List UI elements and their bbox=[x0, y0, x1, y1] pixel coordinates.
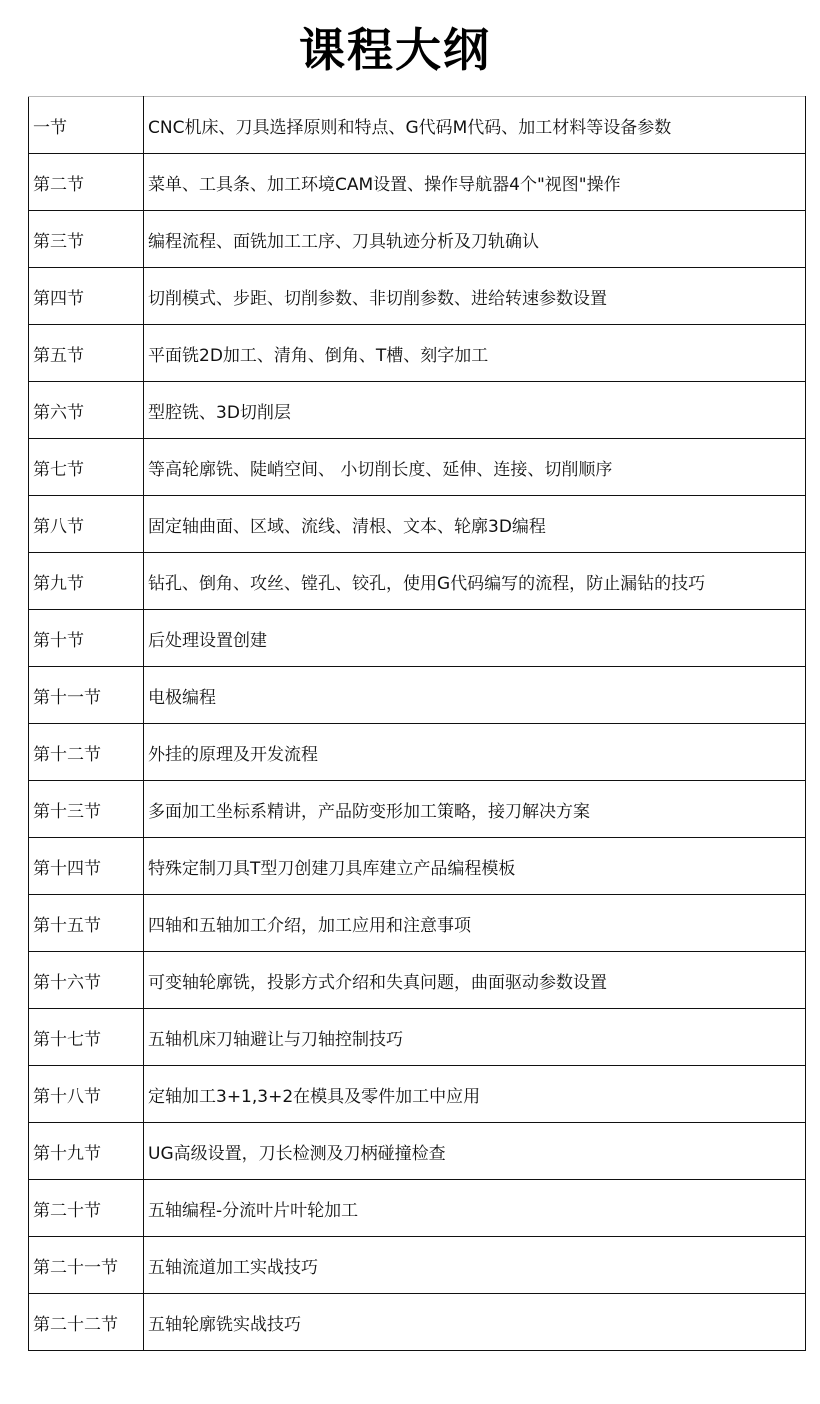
section-topic: 特殊定制刀具T型刀创建刀具库建立产品编程模板 bbox=[144, 838, 806, 895]
table-row bbox=[29, 895, 806, 952]
section-label: 第四节 bbox=[29, 268, 144, 325]
table-row bbox=[29, 382, 806, 439]
table-row bbox=[29, 1009, 806, 1066]
table-row bbox=[29, 439, 806, 496]
table-row bbox=[29, 496, 806, 553]
section-label: 第十二节 bbox=[29, 724, 144, 781]
section-topic: 五轴编程-分流叶片叶轮加工 bbox=[144, 1180, 806, 1237]
table-row bbox=[29, 781, 806, 838]
section-label: 一节 bbox=[29, 97, 144, 154]
section-label: 第十四节 bbox=[29, 838, 144, 895]
section-topic: 后处理设置创建 bbox=[144, 610, 806, 667]
section-topic: 平面铣2D加工、清角、倒角、T槽、刻字加工 bbox=[144, 325, 806, 382]
section-topic: 切削模式、步距、切削参数、非切削参数、进给转速参数设置 bbox=[144, 268, 806, 325]
section-label: 第二十二节 bbox=[29, 1294, 144, 1351]
section-topic: 五轴轮廓铣实战技巧 bbox=[144, 1294, 806, 1351]
table-row bbox=[29, 1123, 806, 1180]
table-row bbox=[29, 610, 806, 667]
section-label: 第十三节 bbox=[29, 781, 144, 838]
section-label: 第九节 bbox=[29, 553, 144, 610]
table-row bbox=[29, 1066, 806, 1123]
course-outline-body bbox=[29, 97, 806, 1351]
section-topic: 多面加工坐标系精讲，产品防变形加工策略，接刀解决方案 bbox=[144, 781, 806, 838]
page-title: 课程大纲 bbox=[299, 23, 491, 77]
section-label: 第三节 bbox=[29, 211, 144, 268]
section-topic: 菜单、工具条、加工环境CAM设置、操作导航器4个"视图"操作 bbox=[144, 154, 806, 211]
section-label: 第五节 bbox=[29, 325, 144, 382]
section-topic: 电极编程 bbox=[144, 667, 806, 724]
table-row bbox=[29, 325, 806, 382]
section-label: 第十五节 bbox=[29, 895, 144, 952]
section-topic: 固定轴曲面、区域、流线、清根、文本、轮廓3D编程 bbox=[144, 496, 806, 553]
section-label: 第二十一节 bbox=[29, 1237, 144, 1294]
section-topic: 定轴加工3+1,3+2在模具及零件加工中应用 bbox=[144, 1066, 806, 1123]
section-topic: 钻孔、倒角、攻丝、镗孔、铰孔，使用G代码编写的流程，防止漏钻的技巧 bbox=[144, 553, 806, 610]
section-topic: 型腔铣、3D切削层 bbox=[144, 382, 806, 439]
section-label: 第七节 bbox=[29, 439, 144, 496]
section-topic: CNC机床、刀具选择原则和特点、G代码M代码、加工材料等设备参数 bbox=[144, 97, 806, 154]
table-row bbox=[29, 1237, 806, 1294]
table-row bbox=[29, 553, 806, 610]
course-outline-table bbox=[28, 96, 806, 1351]
section-label: 第十八节 bbox=[29, 1066, 144, 1123]
section-label: 第十七节 bbox=[29, 1009, 144, 1066]
table-row bbox=[29, 667, 806, 724]
section-topic: 外挂的原理及开发流程 bbox=[144, 724, 806, 781]
table-row bbox=[29, 268, 806, 325]
section-topic: 可变轴轮廓铣，投影方式介绍和失真问题，曲面驱动参数设置 bbox=[144, 952, 806, 1009]
table-row bbox=[29, 211, 806, 268]
section-topic: 编程流程、面铣加工工序、刀具轨迹分析及刀轨确认 bbox=[144, 211, 806, 268]
section-topic: 四轴和五轴加工介绍，加工应用和注意事项 bbox=[144, 895, 806, 952]
table-row bbox=[29, 1180, 806, 1237]
section-label: 第十一节 bbox=[29, 667, 144, 724]
section-topic: 等高轮廓铣、陡峭空间、 小切削长度、延伸、连接、切削顺序 bbox=[144, 439, 806, 496]
table-row bbox=[29, 952, 806, 1009]
section-label: 第十九节 bbox=[29, 1123, 144, 1180]
section-label: 第十六节 bbox=[29, 952, 144, 1009]
table-row bbox=[29, 724, 806, 781]
section-label: 第二节 bbox=[29, 154, 144, 211]
section-label: 第六节 bbox=[29, 382, 144, 439]
section-label: 第二十节 bbox=[29, 1180, 144, 1237]
section-label: 第八节 bbox=[29, 496, 144, 553]
table-row bbox=[29, 838, 806, 895]
section-topic: 五轴机床刀轴避让与刀轴控制技巧 bbox=[144, 1009, 806, 1066]
section-topic: UG高级设置，刀长检测及刀柄碰撞检查 bbox=[144, 1123, 806, 1180]
table-row bbox=[29, 1294, 806, 1351]
table-row bbox=[29, 154, 806, 211]
table-row bbox=[29, 97, 806, 154]
section-topic: 五轴流道加工实战技巧 bbox=[144, 1237, 806, 1294]
section-label: 第十节 bbox=[29, 610, 144, 667]
